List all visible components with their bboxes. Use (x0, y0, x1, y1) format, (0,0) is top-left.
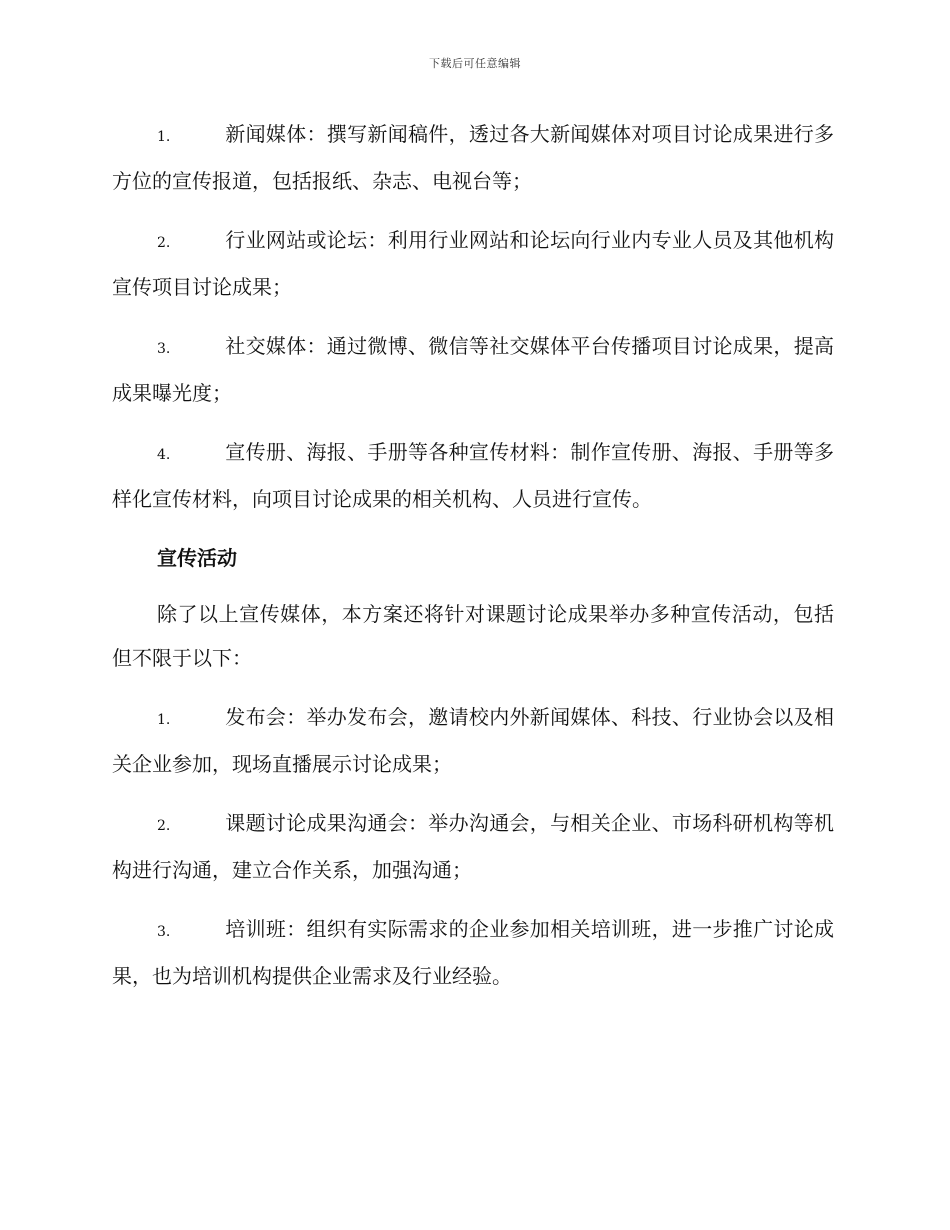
list-number: 1. (157, 129, 171, 145)
list-number: 1. (157, 712, 171, 728)
list-text: 发布会：举办发布会，邀请校内外新闻媒体、科技、行业协会以及相关企业参加，现场直播展示讨论成果； (112, 705, 834, 776)
list-text: 课题讨论成果沟通会：举办沟通会，与相关企业、市场科研机构等机构进行沟通，建立合作关系，加强沟通； (112, 811, 834, 882)
media-list-item (112, 324, 834, 415)
list-number: 3. (157, 924, 171, 940)
media-list-item (112, 218, 834, 309)
media-list-item (112, 430, 834, 521)
list-text: 社交媒体：通过微博、微信等社交媒体平台传播项目讨论成果，提高成果曝光度； (112, 334, 834, 405)
media-list-item (112, 112, 834, 203)
list-number: 3. (157, 341, 171, 357)
document-content (112, 112, 834, 1013)
list-text: 新闻媒体：撰写新闻稿件，透过各大新闻媒体对项目讨论成果进行多方位的宣传报道，包括报纸、杂志、电视台等； (112, 122, 834, 193)
activity-list-item (112, 695, 834, 786)
activity-list-item (112, 801, 834, 892)
list-number: 2. (157, 235, 171, 251)
section-heading: 宣传活动 (157, 546, 237, 570)
list-text: 宣传册、海报、手册等各种宣传材料：制作宣传册、海报、手册等多样化宣传材料，向项目讨论成果的相关机构、人员进行宣传。 (112, 440, 834, 511)
activity-list-item (112, 907, 834, 998)
list-text: 行业网站或论坛：利用行业网站和论坛向行业内专业人员及其他机构宣传项目讨论成果； (112, 228, 834, 299)
list-text: 培训班：组织有实际需求的企业参加相关培训班，进一步推广讨论成果，也为培训机构提供企业需求及行业经验。 (112, 917, 834, 988)
list-number: 4. (157, 447, 171, 463)
section-intro-paragraph: 除了以上宣传媒体，本方案还将针对课题讨论成果举办多种宣传活动，包括但不限于以下： (112, 602, 834, 670)
header-note: 下载后可任意编辑 (429, 57, 521, 70)
list-number: 2. (157, 818, 171, 834)
